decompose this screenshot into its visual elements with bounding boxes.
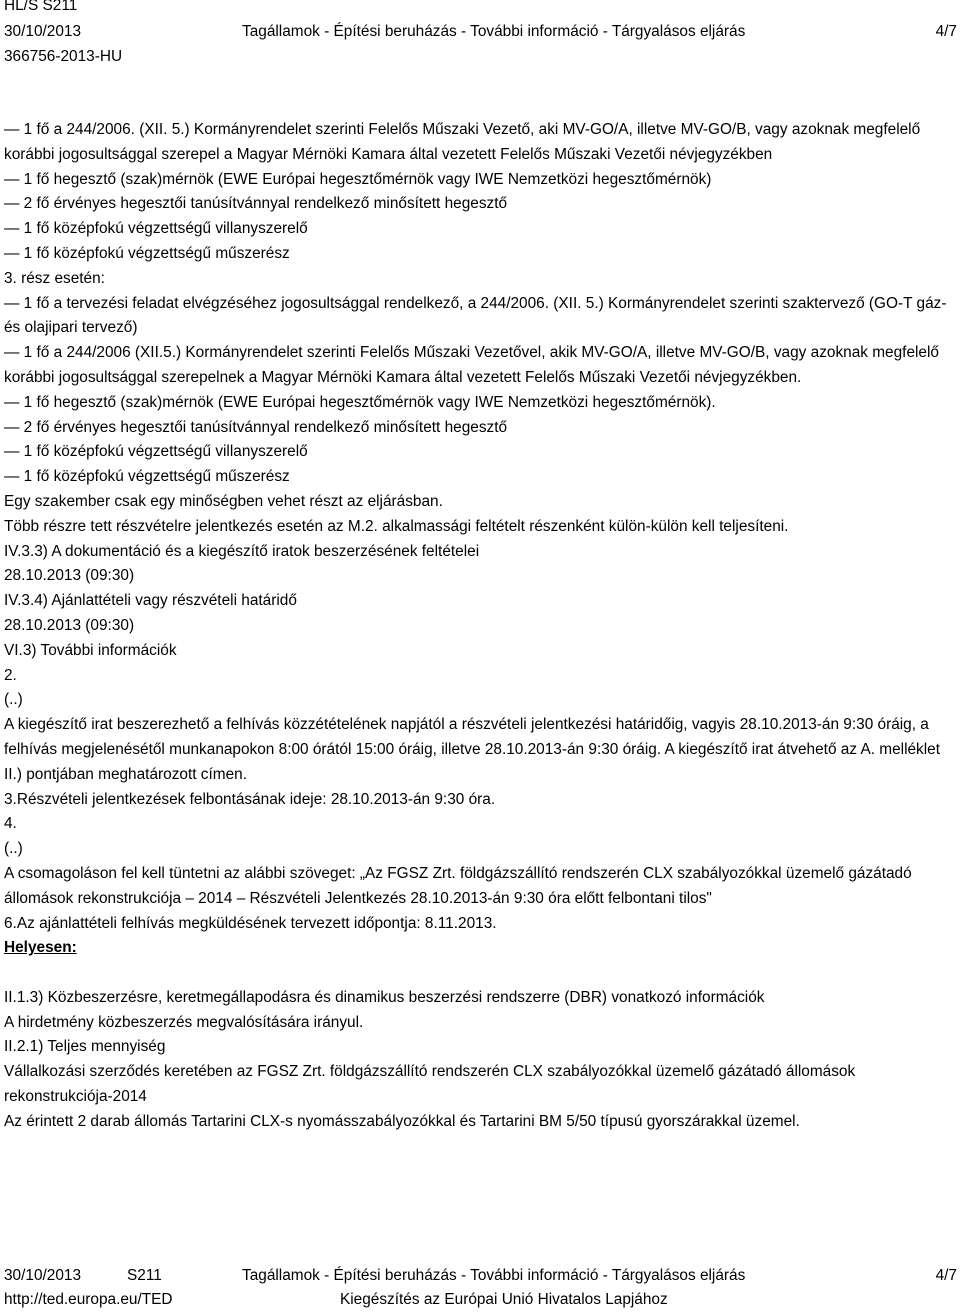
body-line: A kiegészítő irat beszerezhető a felhívás közzétételének napjától a részvételi jelentkezési határidőig, vagyis 28.10.2013-án 9:30 óráig, a felhívás megjelenésétől munkanapokon 8:00 órától 15:00 óráig, illetve 28.10.2013-án 9:30 óráig. A kiegészítő irat átvehető az A. melléklet II.) pontjában meghatározott címen. — [4, 716, 941, 783]
body-line: 2. — [4, 666, 17, 684]
body-line: Egy szakember csak egy minőségben vehet részt az eljárásban. — [4, 492, 443, 510]
body-line: 4. — [4, 815, 17, 833]
body-line: A csomagoláson fel kell tüntetni az alábbi szöveget: „Az FGSZ Zrt. földgázszállító rendszerén CLX szabályozókkal üzemelő gázátadó állomások rekonstrukciója – 2014 – Részvételi Jelentkezés 28.10.2013-án 9:30 óra előtt felbontani tilos" — [4, 864, 912, 907]
body-line: — 2 fő érvényes hegesztői tanúsítvánnyal rendelkező minősített hegesztő — [4, 418, 508, 436]
document-body — [4, 118, 956, 1135]
correction-line: A hirdetmény közbeszerzés megvalósítására irányul. — [4, 1013, 364, 1031]
doc-code: HL/S S211 — [4, 0, 78, 14]
body-line: — 1 fő középfokú végzettségű villanyszerelő — [4, 443, 308, 461]
body-line: — 1 fő a tervezési feladat elvégzéséhez jogosultsággal rendelkező, a 244/2006. (XII. 5.) Kormányrendelet szerinti szaktervező (GO-T gáz- és olajipari tervező) — [4, 294, 947, 337]
correction-line: Vállalkozási szerződés keretében az FGSZ Zrt. földgázszállító rendszerén CLX szabályozókkal üzemelő gázátadó állomások rekonstrukciója-2014 — [4, 1063, 856, 1106]
body-line: (..) — [4, 691, 23, 709]
body-line: — 2 fő érvényes hegesztői tanúsítvánnyal rendelkező minősített hegesztő — [4, 195, 508, 213]
correction-line: II.2.1) Teljes mennyiség — [4, 1038, 166, 1056]
body-line: — 1 fő hegesztő (szak)mérnök (EWE Európai hegesztőmérnök vagy IWE Nemzetközi hegesztőmérnök). — [4, 393, 716, 411]
body-line: — 1 fő a 244/2006 (XII.5.) Kormányrendelet szerinti Felelős Műszaki Vezetővel, akik MV-GO/A, illetve MV-GO/B, vagy azoknak megfelelő korábbi jogosultsággal szerepelnek a Magyar Mérnöki Kamara által vezetett Felelős Műszaki Vezetői névjegyzékben. — [4, 344, 939, 386]
footer-publisher: Kiegészítés az Európai Unió Hivatalos Lapjához — [340, 1291, 668, 1308]
header-date: 30/10/2013 — [4, 23, 82, 40]
body-line: 3.Részvételi jelentkezések felbontásának ideje: 28.10.2013-án 9:30 óra. — [4, 790, 496, 808]
body-line: — 1 fő a 244/2006. (XII. 5.) Kormányrendelet szerinti Felelős Műszaki Vezető, aki MV-GO/A, illetve MV-GO/B, vagy azoknak megfelelő korábbi jogosultsággal szerepel a Magyar Mérnöki Kamara által vezetett Felelős Műszaki Vezetői névjegyzékben — [4, 121, 921, 163]
body-line: 28.10.2013 (09:30) — [4, 567, 135, 585]
body-line: — 1 fő középfokú végzettségű műszerész — [4, 468, 290, 486]
helyesen-heading: Helyesen: — [4, 939, 77, 957]
body-line: IV.3.4) Ajánlattételi vagy részvételi határidő — [4, 592, 297, 610]
footer-title: Tagállamok - Építési beruházás - További információ - Tárgyalásos eljárás — [242, 1267, 746, 1284]
header-ref: 366756-2013-HU — [4, 48, 123, 65]
correction-line: Az érintett 2 darab állomás Tartarini CLX-s nyomásszabályozókkal és Tartarini BM 5/50 típusú gyorszárakkal üzemel. — [4, 1112, 800, 1130]
body-line: Több részre tett részvételre jelentkezés esetén az M.2. alkalmassági feltételt részenként külön-külön kell teljesíteni. — [4, 517, 789, 535]
body-line: — 1 fő középfokú végzettségű műszerész — [4, 244, 290, 262]
body-line: 3. rész esetén: — [4, 269, 105, 287]
body-line: IV.3.3) A dokumentáció és a kiegészítő iratok beszerzésének feltételei — [4, 542, 480, 560]
header-page: 4/7 — [935, 23, 957, 40]
header-title: Tagállamok - Építési beruházás - További információ - Tárgyalásos eljárás — [242, 23, 746, 40]
body-line: (..) — [4, 840, 23, 858]
footer-date: 30/10/2013 — [4, 1267, 82, 1284]
spacer — [4, 961, 956, 986]
footer-url[interactable]: http://ted.europa.eu/TED — [4, 1291, 173, 1308]
body-line: — 1 fő hegesztő (szak)mérnök (EWE Európai hegesztőmérnök vagy IWE Nemzetközi hegesztőmérnök) — [4, 170, 712, 188]
correction-line: II.1.3) Közbeszerzésre, keretmegállapodásra és dinamikus beszerzési rendszerre (DBR) vonatkozó információk — [4, 988, 765, 1006]
body-line: 6.Az ajánlattételi felhívás megküldésének tervezett időpontja: 8.11.2013. — [4, 914, 497, 932]
footer-page: 4/7 — [935, 1267, 957, 1284]
footer-series: S211 — [127, 1267, 162, 1284]
body-line: — 1 fő középfokú végzettségű villanyszerelő — [4, 220, 308, 238]
body-line: 28.10.2013 (09:30) — [4, 616, 135, 634]
body-line: VI.3) További információk — [4, 641, 177, 659]
